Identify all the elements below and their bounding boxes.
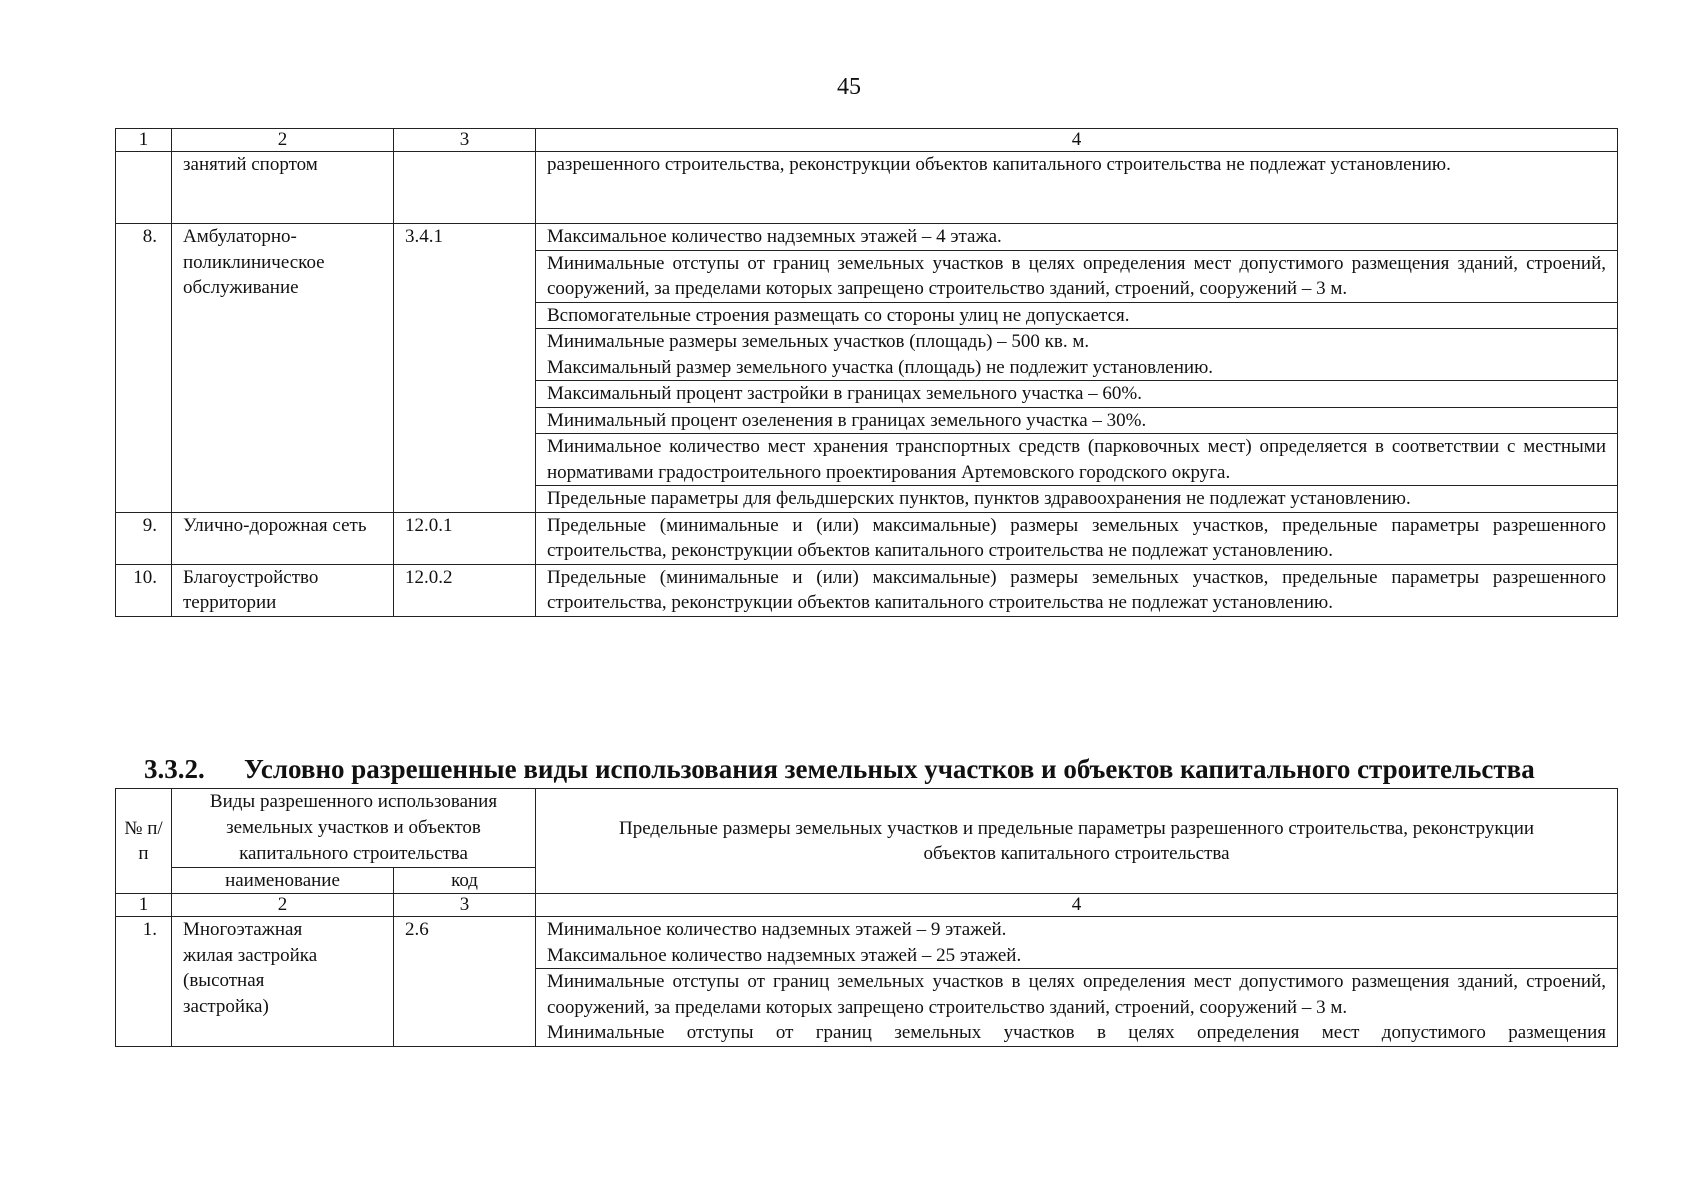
use-name — [172, 224, 394, 513]
row-number: 1. — [116, 917, 172, 1047]
table-row — [116, 512, 1618, 564]
table-row — [116, 564, 1618, 616]
section-heading — [144, 754, 1614, 785]
column-number: 1 — [116, 894, 172, 917]
zoning-table-continued — [115, 128, 1618, 617]
num-header: № п/п — [116, 789, 172, 894]
use-params: Предельные (минимальные и (или) максимальные) размеры земельных участков, предельные параметры разрешенного строительства, реконструкции объектов капитального строительства не подлежат установлению. — [536, 512, 1618, 564]
column-number: 2 — [172, 129, 394, 152]
param-line: Минимальные отступы от границ земельных участков в целях определения мест допустимого размещения зданий, строений, сооружений, за пределами которых запрещено строительство зданий, строений, сооружений – 3 м. — [547, 971, 1606, 1018]
use-name: занятий спортом — [172, 152, 394, 224]
table-row — [116, 224, 1618, 251]
column-number: 3 — [394, 894, 536, 917]
use-name-text: Амбулаторно-поликлиническое обслуживание — [183, 226, 325, 298]
column-number: 4 — [536, 894, 1618, 917]
use-params: Предельные (минимальные и (или) максимальные) размеры земельных участков, предельные параметры разрешенного строительства, реконструкции объектов капитального строительства не подлежат установлению. — [536, 564, 1618, 616]
name-header: наименование — [172, 868, 394, 894]
header-row — [116, 789, 1618, 868]
row-number: 9. — [116, 512, 172, 564]
param-cell: Предельные параметры для фельдшерских пунктов, пунктов здравоохранения не подлежат установлению. — [536, 486, 1618, 513]
use-code: 12.0.2 — [394, 564, 536, 616]
param-cell: Минимальные отступы от границ земельных участков в целях определения мест допустимого размещения зданий, строений, сооружений, за пределами которых запрещено строительство зданий, строений, сооружений – 3 м. — [536, 250, 1618, 302]
use-code: 2.6 — [394, 917, 536, 1047]
row-number — [116, 152, 172, 224]
use-name: Улично-дорожная сеть — [172, 512, 394, 564]
section-number: 3.3.2. — [144, 754, 205, 784]
column-number-row — [116, 894, 1618, 917]
column-number: 4 — [536, 129, 1618, 152]
column-number: 2 — [172, 894, 394, 917]
section-title: Условно разрешенные виды использования земельных участков и объектов капитального строительства — [244, 754, 1535, 784]
params-header: Предельные размеры земельных участков и предельные параметры разрешенного строительства, реконструкции объектов капитального строительства — [536, 789, 1618, 894]
use-code — [394, 152, 536, 224]
uses-header: Виды разрешенного использования земельных участков и объектов капитального строительства — [172, 789, 536, 868]
column-number: 3 — [394, 129, 536, 152]
param-cell: Минимальный процент озеленения в границах земельного участка – 30%. — [536, 407, 1618, 434]
param-line: Минимальные размеры земельных участков (площадь) – 500 кв. м. — [547, 331, 1090, 352]
code-header: код — [394, 868, 536, 894]
param-cell: Максимальный процент застройки в границах земельного участка – 60%. — [536, 381, 1618, 408]
param-cell — [536, 917, 1618, 969]
param-line: Минимальное количество надземных этажей – 9 этажей. — [547, 919, 1007, 940]
param-cell — [536, 329, 1618, 381]
use-code: 12.0.1 — [394, 512, 536, 564]
param-line: Максимальный размер земельного участка (площадь) не подлежит установлению. — [547, 356, 1214, 378]
param-line: Максимальное количество надземных этажей – 25 этажей. — [547, 944, 1022, 966]
table-row — [116, 917, 1618, 969]
conditional-uses-table — [115, 893, 1618, 1047]
column-number: 1 — [116, 129, 172, 152]
use-name: Многоэтажная жилая застройка (высотная застройка) — [172, 917, 394, 1047]
table-row — [116, 152, 1618, 224]
param-cell: Вспомогательные строения размещать со стороны улиц не допускается. — [536, 302, 1618, 329]
page-number: 45 — [837, 74, 861, 100]
param-cell: Максимальное количество надземных этажей – 4 этажа. — [536, 224, 1618, 251]
use-name: Благоустройство территории — [172, 564, 394, 616]
use-params: разрешенного строительства, реконструкции объектов капитального строительства не подлежат установлению. — [536, 152, 1618, 224]
param-line: Минимальные отступы от границ земельных участков в целях определения мест допустимого размещения — [547, 1022, 1606, 1043]
column-number-row — [116, 129, 1618, 152]
conditional-uses-table-header — [115, 788, 1618, 894]
param-cell: Минимальное количество мест хранения транспортных средств (парковочных мест) определяется в соответствии с местными нормативами градостроительного проектирования Артемовского городского округа. — [536, 434, 1618, 486]
use-code: 3.4.1 — [394, 224, 536, 513]
row-number: 10. — [116, 564, 172, 616]
row-number: 8. — [116, 224, 172, 513]
param-cell — [536, 969, 1618, 1047]
